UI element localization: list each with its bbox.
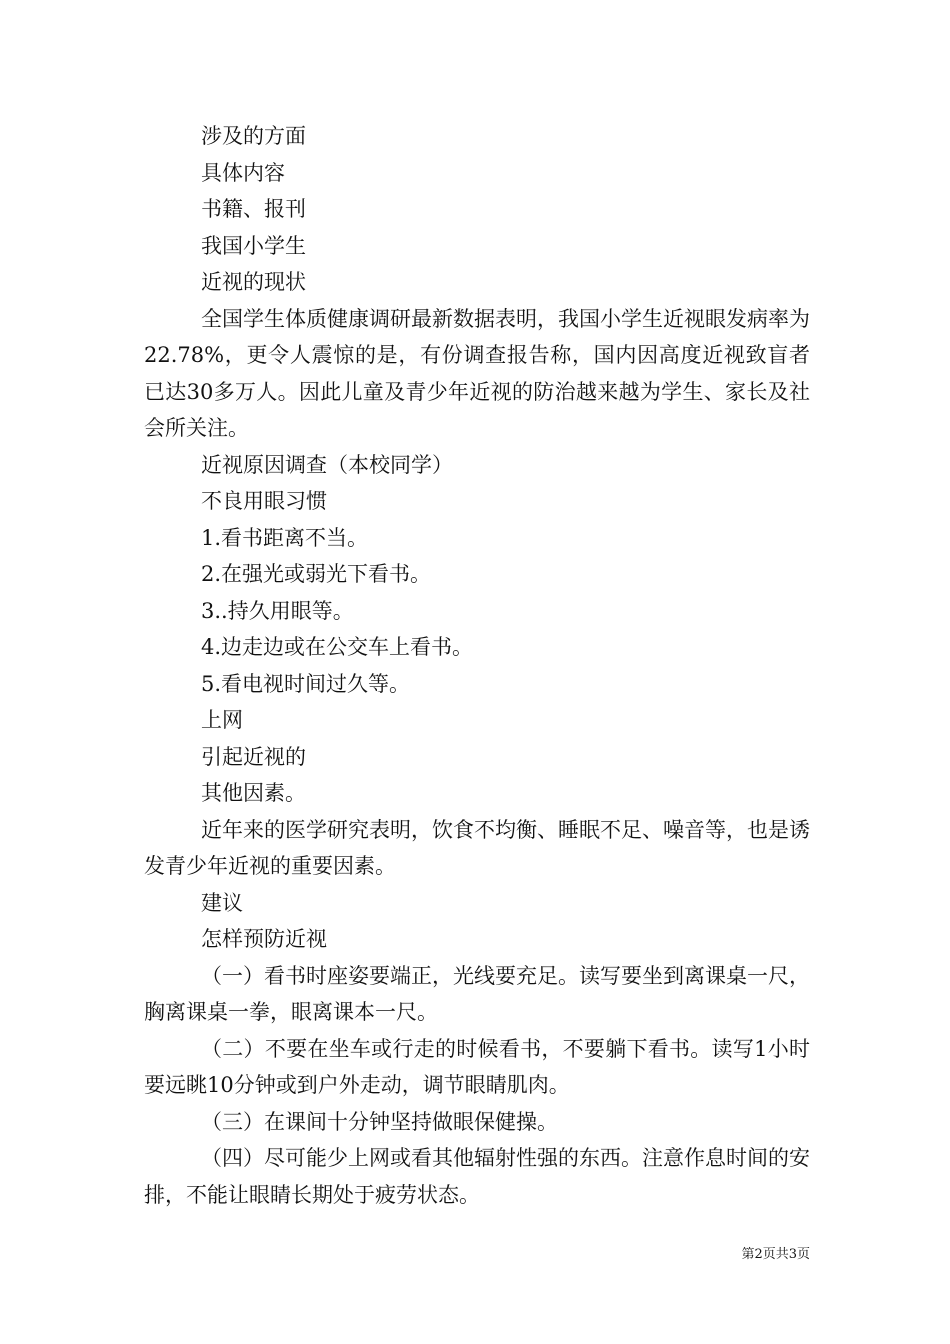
habit-item: 3..持久用眼等。 [201,598,354,623]
prevent-title: 怎样预防近视 [201,927,327,951]
other-cause-label-1: 引起近视的 [201,744,306,769]
other-cause-label-2: 其他因素。 [201,781,306,805]
habit-item: 1.看书距离不当。 [201,525,369,550]
tip-paragraph: （二）不要在坐车或行走的时候看书，不要躺下看书。读写1小时要远眺10分钟或到户外走动，调节眼睛肌肉。 [144,1036,810,1097]
internet-label: 上网 [201,708,243,732]
content-heading: 具体内容 [201,160,285,185]
medical-paragraph: 近年来的医学研究表明，饮食不均衡、睡眠不足、噪音等，也是诱发青少年近视的重要因素。 [144,817,810,878]
intro-paragraph: 全国学生体质健康调研最新数据表明，我国小学生近视眼发病率为22.78%，更令人震惊的是，有份调查报告称，国内因高度近视致盲者已达30多万人。因此儿童及青少年近视的防治越来越为学生、家长及社会所关注。 [144,306,810,440]
tip-paragraph: （一）看书时座姿要端正，光线要充足。读写要坐到离课桌一尺，胸离课桌一拳，眼离课本一尺。 [144,963,810,1024]
habit-item: 2.在强光或弱光下看书。 [201,562,432,586]
tip-paragraph: （三）在课间十分钟坚持做眼保健操。 [201,1109,558,1134]
page-number: 第2页共3页 [741,1247,810,1262]
habit-title: 不良用眼习惯 [201,489,327,513]
source-label: 书籍、报刊 [201,197,306,221]
tip-paragraph: （四）尽可能少上网或看其他辐射性强的东西。注意作息时间的安排，不能让眼睛长期处于疲劳状态。 [144,1146,810,1207]
document-body [144,118,810,1213]
suggestion-heading: 建议 [201,890,243,915]
cause-title: 近视原因调查（本校同学） [201,452,453,477]
topic-label-1: 我国小学生 [201,233,306,258]
habit-item: 5.看电视时间过久等。 [201,671,411,696]
habit-item: 4.边走边或在公交车上看书。 [201,635,474,659]
aspect-heading: 涉及的方面 [201,124,306,148]
topic-label-2: 近视的现状 [201,270,306,294]
